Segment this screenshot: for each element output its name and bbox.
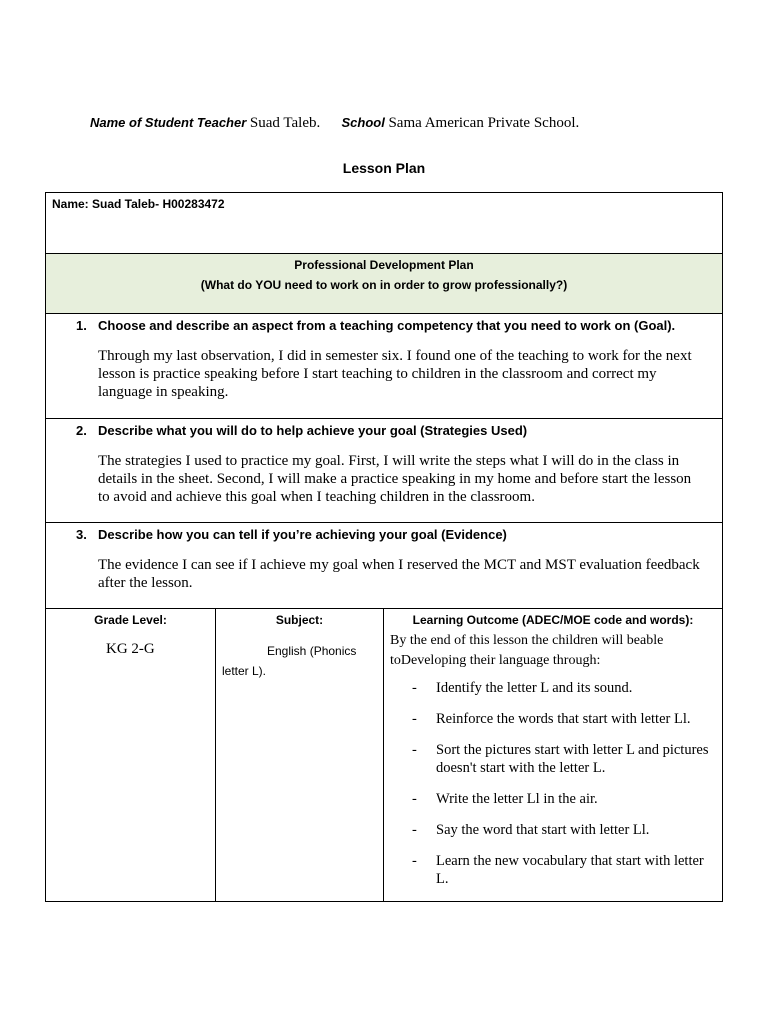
student-teacher-label: Name of Student Teacher — [90, 115, 247, 130]
subject-label: Subject: — [275, 613, 324, 627]
question-number: 2. — [76, 423, 87, 438]
list-item — [384, 821, 722, 839]
bullet-dash: - — [412, 711, 417, 727]
learning-outcome-list — [384, 679, 722, 888]
outcome-text: Learn the new vocabulary that start with letter L. — [436, 853, 704, 887]
goal-heading: Choose and describe an aspect from a teaching competency that you need to work on (Goal). — [98, 318, 676, 333]
outcome-text: Identify the letter L and its sound. — [436, 680, 633, 696]
student-name-line: Name: Suad Taleb- H00283472 — [52, 197, 225, 211]
evidence-heading: Describe how you can tell if you’re achieving your goal (Evidence) — [98, 527, 507, 542]
evidence-section — [46, 523, 723, 609]
school-label: School — [341, 115, 385, 130]
list-item — [384, 852, 722, 888]
question-number: 1. — [76, 318, 87, 333]
student-teacher-value: Suad Taleb. — [249, 115, 321, 131]
strategies-body: The strategies I used to practice my goal. First, I will write the steps what I will do in the class in details in the sheet. Second, I will make a practice speaking in my home and before start the lesson to avoid and achieve this goal when I teaching children in the classroom. — [98, 453, 692, 505]
header-line — [90, 115, 579, 132]
learning-outcome-label: Learning Outcome (ADEC/MOE code and words): — [412, 613, 694, 627]
name-cell — [46, 193, 723, 254]
bullet-dash: - — [412, 742, 417, 758]
pdp-title: Professional Development Plan — [294, 258, 474, 272]
lesson-plan-table — [45, 192, 723, 902]
learning-outcome-cell — [384, 609, 723, 902]
goal-body: Through my last observation, I did in semester six. I found one of the teaching to work for the next lesson is practice speaking before I start teaching to children in the classroom and correct my language in speaking. — [98, 348, 692, 400]
list-item — [384, 710, 722, 728]
outcome-text: Reinforce the words that start with letter Ll. — [436, 711, 691, 727]
goal-section — [46, 314, 723, 419]
document-title: Lesson Plan — [342, 160, 426, 176]
question-number: 3. — [76, 527, 87, 542]
pdp-subtitle: (What do YOU need to work on in order to grow professionally?) — [200, 278, 568, 292]
pdp-header-cell — [46, 254, 723, 314]
strategies-section — [46, 419, 723, 523]
bullet-dash: - — [412, 822, 417, 838]
school-value: Sama American Private School. — [388, 115, 580, 131]
subject-cell — [216, 609, 384, 902]
strategies-heading: Describe what you will do to help achieve your goal (Strategies Used) — [98, 423, 528, 438]
outcome-text: Say the word that start with letter Ll. — [436, 822, 650, 838]
bullet-dash: - — [412, 853, 417, 869]
bullet-dash: - — [412, 791, 417, 807]
bullet-dash: - — [412, 680, 417, 696]
evidence-body: The evidence I can see if I achieve my goal when I reserved the MCT and MST evaluation feedback after the lesson. — [98, 557, 700, 591]
list-item — [384, 679, 722, 697]
subject-value: English (Phonics letter L). — [222, 644, 357, 678]
grade-level-value: KG 2-G — [106, 641, 155, 657]
outcome-text: Write the letter Ll in the air. — [436, 791, 598, 807]
outcome-text: Sort the pictures start with letter L and pictures doesn't start with the letter L. — [436, 742, 709, 776]
learning-outcome-intro: By the end of this lesson the children will beable toDeveloping their language through: — [390, 633, 664, 668]
list-item — [384, 790, 722, 808]
grade-level-label: Grade Level: — [94, 613, 167, 627]
grade-level-cell — [46, 609, 216, 902]
list-item — [384, 741, 722, 777]
